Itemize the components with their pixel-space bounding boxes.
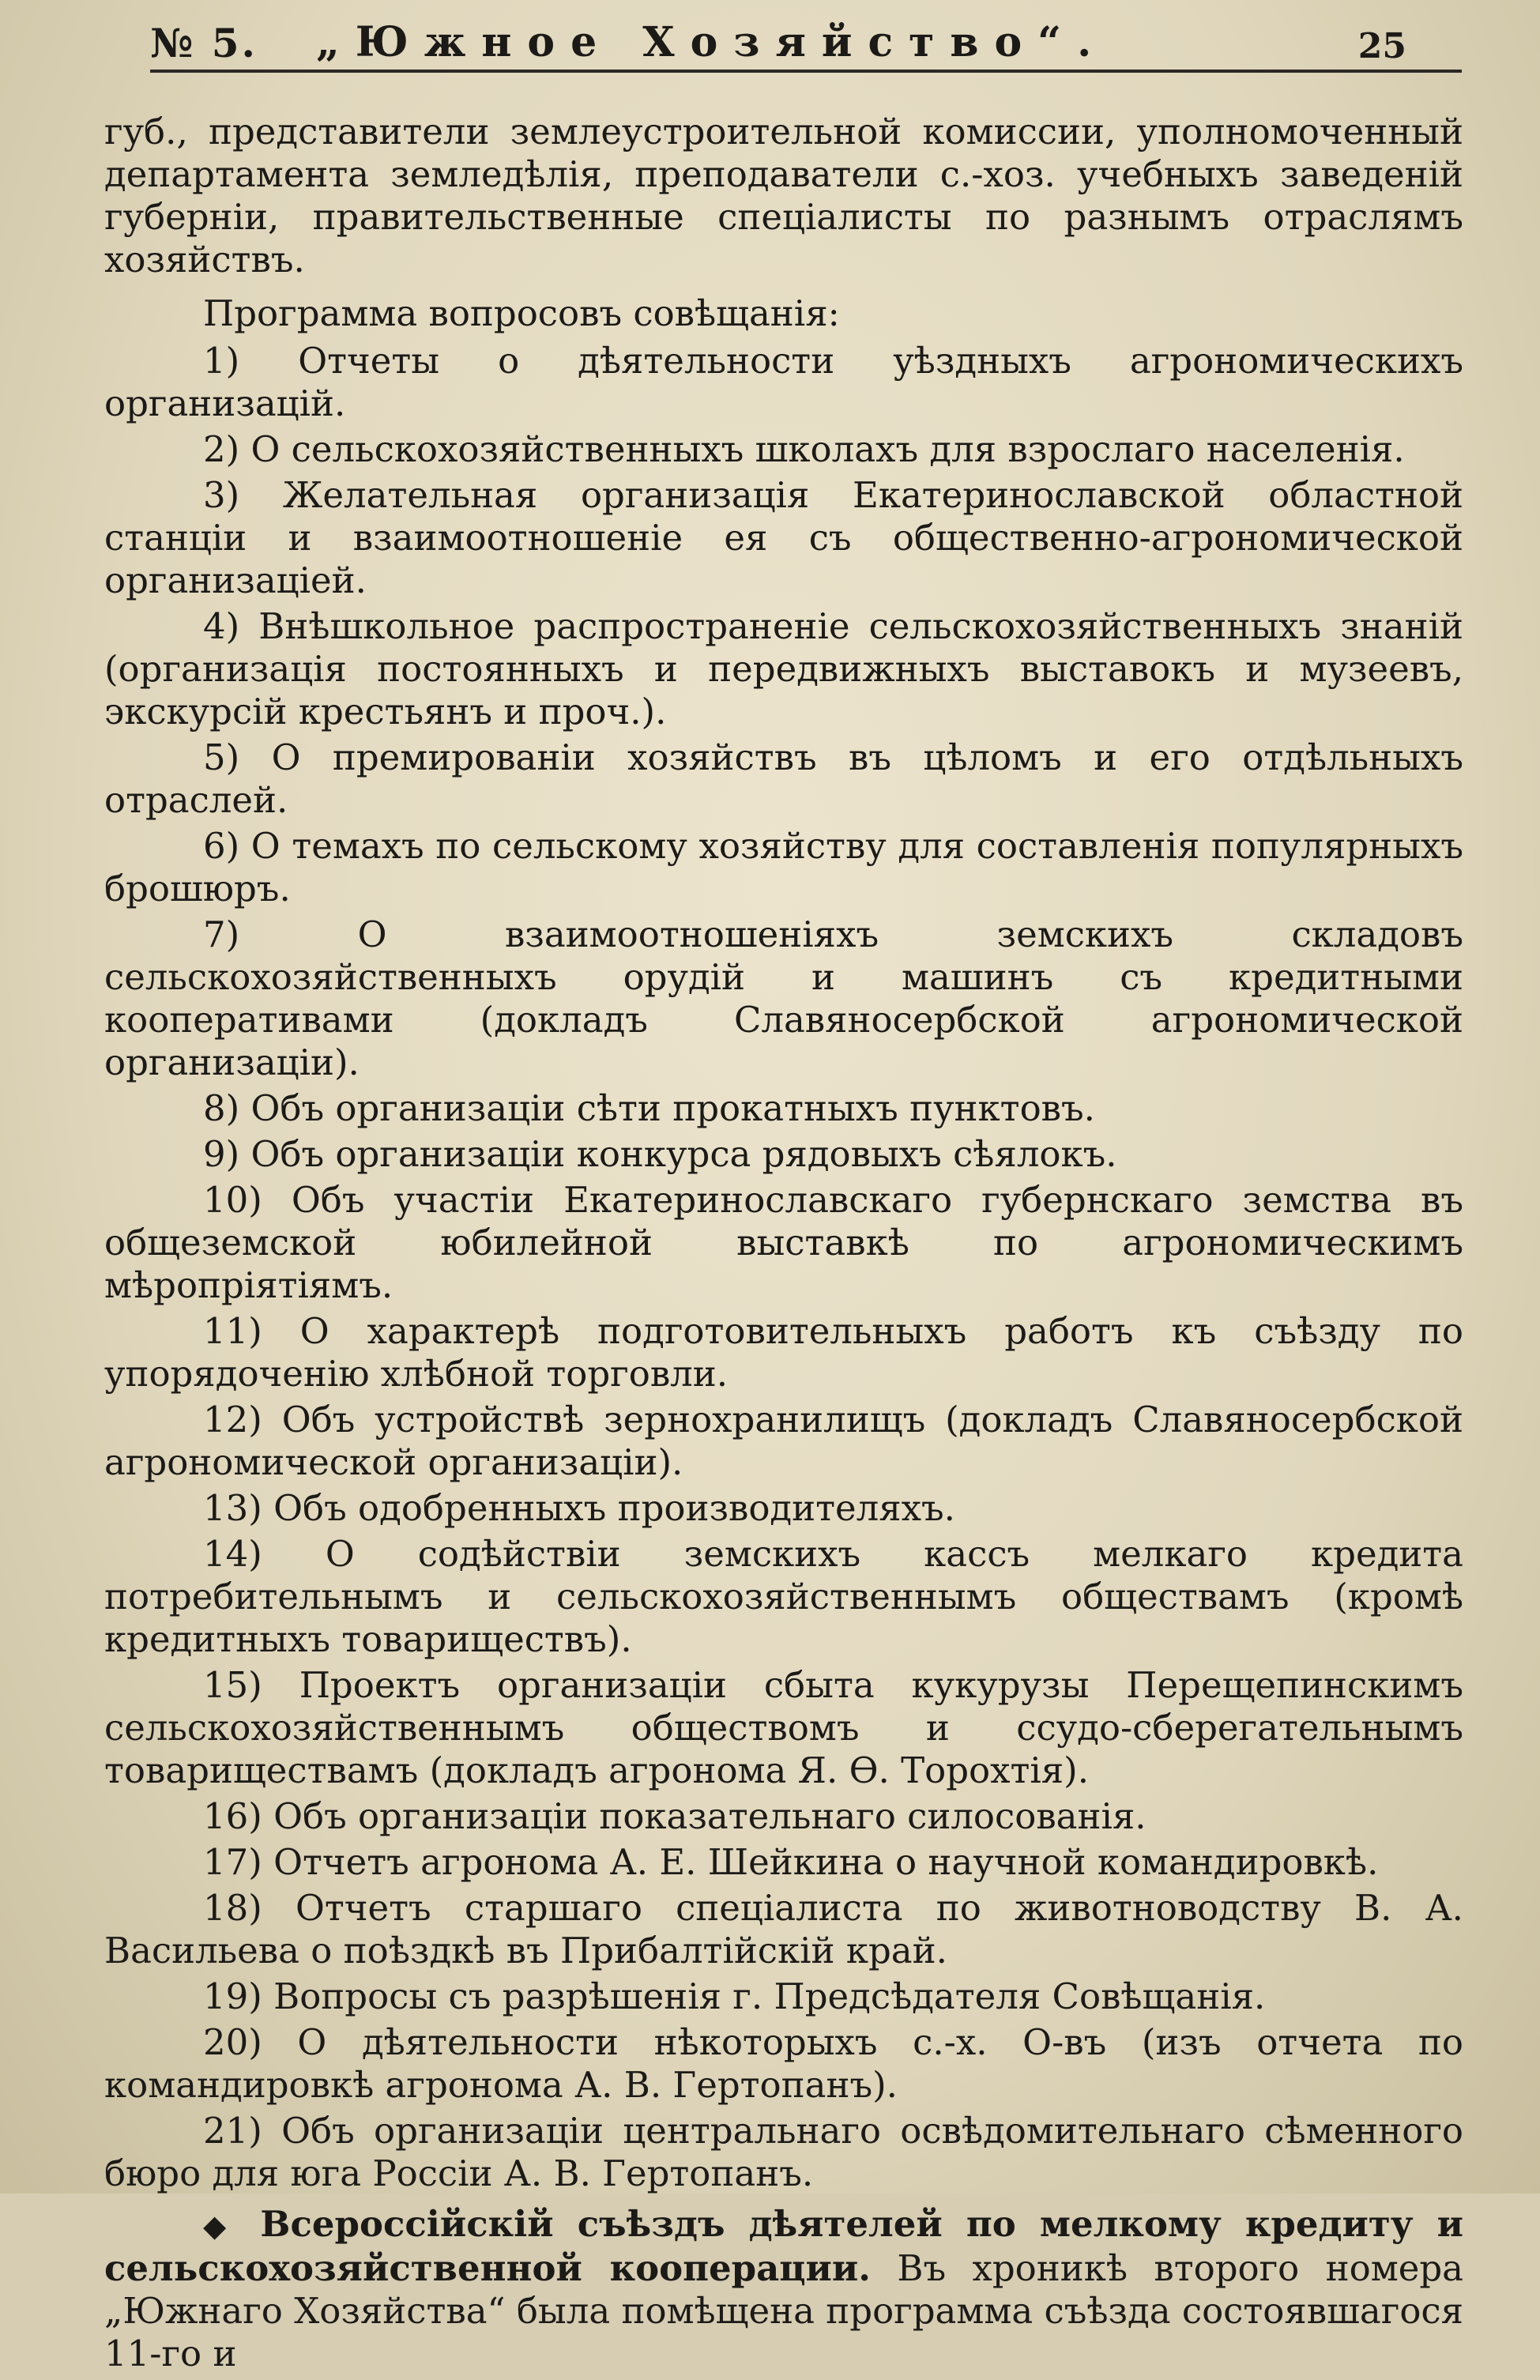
agenda-item: 8) Объ организаціи сѣти прокатныхъ пунктовъ. xyxy=(203,1087,1095,1129)
agenda-item: 6) О темахъ по сельскому хозяйству для составленія популярныхъ брошюръ. xyxy=(104,825,1463,909)
header-rule xyxy=(150,70,1462,73)
closing-text: Въ хроникѣ второго номера „Южнаго Хозяйства“ была помѣщена программа съѣзда состоявшагося 11-го и xyxy=(104,2247,1463,2374)
intro-paragraph: губ., представители землеустроительной комиссии, уполномоченный департамента земледѣлія, преподаватели с.-хоз. учебныхъ заведеній губерніи, правительственные спеціалисты по разнымъ отраслямъ хозяйствъ. xyxy=(104,111,1463,281)
agenda-item: 17) Отчетъ агронома А. Е. Шейкина о научной командировкѣ. xyxy=(203,1841,1379,1883)
agenda-item: 4) Внѣшкольное распространеніе сельскохозяйственныхъ знаній (организація постоянныхъ и передвижныхъ выставокъ и музеевъ, экскурсій крестьянъ и проч.). xyxy=(104,605,1463,732)
body-text xyxy=(104,111,1463,2380)
agenda-item: 11) О характерѣ подготовительныхъ работъ къ съѣзду по упорядоченію хлѣбной торговли. xyxy=(104,1310,1463,1395)
closing-paragraph xyxy=(104,2203,1463,2375)
page-number: 25 xyxy=(1357,26,1406,66)
agenda-item: 2) О сельскохозяйственныхъ школахъ для взрослаго населенія. xyxy=(203,428,1405,470)
agenda-item: 3) Желательная организація Екатеринославской областной станціи и взаимоотношеніе ея съ общественно-агрономической организаціей. xyxy=(104,474,1463,601)
agenda-item: 20) О дѣятельности нѣкоторыхъ с.-х. О-въ (изъ отчета по командировкѣ агронома А. В. Гертопанъ). xyxy=(104,2021,1463,2106)
program-title: Программа вопросовъ совѣщанія: xyxy=(203,292,840,334)
journal-title: „Южное Хозяйство“. xyxy=(316,18,1108,66)
agenda-item: 14) О содѣйствіи земскихъ кассъ мелкаго кредита потребительнымъ и сельскохозяйственнымъ обществамъ (кромѣ кредитныхъ товариществъ). xyxy=(104,1533,1463,1660)
agenda-list xyxy=(104,340,1463,2195)
running-head xyxy=(150,17,1406,66)
agenda-item: 21) Объ организаціи центральнаго освѣдомительнаго сѣменного бюро для юга Россіи А. В. Гертопанъ. xyxy=(104,2110,1463,2194)
agenda-item: 13) Объ одобренныхъ производителяхъ. xyxy=(203,1487,955,1529)
agenda-item: 10) Объ участіи Екатеринославскаго губернскаго земства въ общеземской юбилейной выставкѣ по агрономическимъ мѣропріятіямъ. xyxy=(104,1179,1463,1306)
agenda-item: 18) Отчетъ старшаго спеціалиста по животноводству В. А. Васильева о поѣздкѣ въ Прибалтійскій край. xyxy=(104,1887,1463,1971)
agenda-item: 19) Вопросы съ разрѣшенія г. Предсѣдателя Совѣщанія. xyxy=(203,1975,1266,2017)
agenda-item: 16) Объ организаціи показательнаго силосованія. xyxy=(203,1795,1147,1837)
agenda-item: 12) Объ устройствѣ зернохранилищъ (докладъ Славяносербской агрономической организаціи). xyxy=(104,1399,1463,1483)
closing-heading: Всероссійскій съѣздъ дѣятелей по мелкому кредиту и сельскохозяйственной кооперации. xyxy=(104,2203,1463,2289)
agenda-item: 9) Объ организаціи конкурса рядовыхъ сѣялокъ. xyxy=(203,1133,1117,1175)
issue-number: № 5. xyxy=(150,20,258,66)
agenda-item: 5) О премированіи хозяйствъ въ цѣломъ и его отдѣльныхъ отраслей. xyxy=(104,736,1463,821)
diamond-bullet-icon: ◆ xyxy=(203,2209,238,2243)
agenda-item: 7) О взаимоотношеніяхъ земскихъ складовъ сельскохозяйственныхъ орудій и машинъ съ кредитными кооперативами (докладъ Славяносербской агрономической организаціи). xyxy=(104,913,1463,1083)
agenda-item: 1) Отчеты о дѣятельности уѣздныхъ агрономическихъ организацій. xyxy=(104,340,1463,424)
agenda-item: 15) Проектъ организаціи сбыта кукурузы Перещепинскимъ сельскохозяйственнымъ обществомъ и ссудо-сберегательнымъ товариществамъ (докладъ агронома Я. Ѳ. Торохтія). xyxy=(104,1664,1463,1791)
